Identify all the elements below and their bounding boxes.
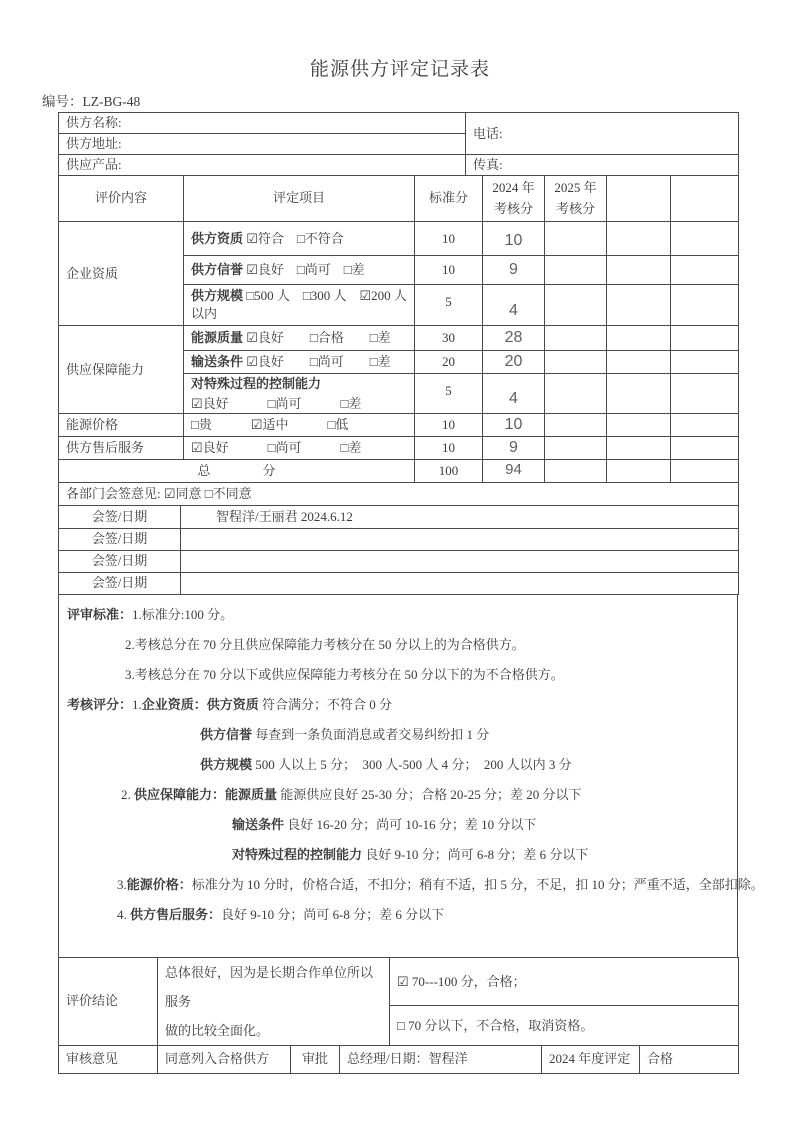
eval-row-energy-price <box>59 414 739 437</box>
empty-cell <box>607 374 671 414</box>
std-score-cell: 5 <box>415 374 483 414</box>
checkbox-group: ☑良好 □尚可 □差 <box>191 395 362 411</box>
sign-date-value: 智程洋/王丽君 2024.6.12 <box>181 505 739 528</box>
total-score-cell: 94 <box>483 459 545 482</box>
empty-cell <box>607 436 671 459</box>
empty-cell <box>607 326 671 351</box>
criteria-line: 对特殊过程的控制能力 良好 9-10 分；尚可 6-8 分；差 6 分以下 <box>232 846 589 862</box>
empty-cell <box>671 459 739 482</box>
criteria-line: 评审标准：1.标准分:100 分。 <box>67 606 234 622</box>
score-2024-cell: 20 <box>483 351 545 374</box>
criteria-line: 4. 供方售后服务：良好 9-10 分；尚可 6-8 分；差 6 分以下 <box>117 906 445 922</box>
sign-row <box>59 572 739 594</box>
criteria-line: 3.考核总分在 70 分以下或供应保障能力考核分在 50 分以下的为不合格供方。 <box>125 666 564 682</box>
empty-cell <box>607 285 671 326</box>
supplier-info-table <box>58 112 739 176</box>
score-2025-cell <box>545 459 607 482</box>
empty-cell <box>671 351 739 374</box>
category-after-sales: 供方售后服务 <box>59 436 184 459</box>
empty-cell <box>607 351 671 374</box>
empty-cell <box>671 436 739 459</box>
criteria-line: 2.考核总分在 70 分且供应保障能力考核分在 50 分以上的为合格供方。 <box>125 636 525 652</box>
criteria-line: 输送条件 良好 16-20 分；尚可 10-16 分；差 10 分以下 <box>232 816 537 832</box>
checkbox-group: ☑符合 □不符合 <box>246 230 344 246</box>
sign-date-value <box>181 550 739 572</box>
criteria-line: 3.能源价格：标准分为 10 分时，价格合适，不扣分；稍有不适，扣 5 分，不足，扣 10 分；严重不适，全部扣除。 <box>117 876 764 892</box>
empty-cell <box>607 256 671 285</box>
category-energy-price: 能源价格 <box>59 414 184 437</box>
sign-date-label: 会签/日期 <box>59 505 181 528</box>
item-cell <box>184 256 415 285</box>
score-2025-cell <box>545 256 607 285</box>
eval-row-after-sales <box>59 436 739 459</box>
review-table <box>58 1045 739 1074</box>
col-header-2024: 2024 年 考核分 <box>483 176 545 222</box>
criteria-line: 供方规模 500 人以上 5 分； 300 人-500 人 4 分； 200 人以内 3 分 <box>200 756 572 772</box>
review-label-cell: 审核意见 <box>59 1045 158 1073</box>
item-cell <box>184 222 415 256</box>
score-2025-cell <box>545 414 607 437</box>
item-cell <box>184 374 415 414</box>
empty-cell <box>607 414 671 437</box>
conclusion-comment-cell: 总体很好，因为是长期合作单位所以服务 做的比较全面化。 <box>158 957 390 1045</box>
col-header-2025: 2025 年 考核分 <box>545 176 607 222</box>
std-score-cell: 10 <box>415 436 483 459</box>
empty-cell <box>607 459 671 482</box>
col-header-std: 标准分 <box>415 176 483 222</box>
sign-date-value <box>181 528 739 550</box>
score-2025-cell <box>545 351 607 374</box>
empty-cell <box>671 374 739 414</box>
page-title: 能源供方评定记录表 <box>309 59 490 80</box>
products-cell: 供应产品: <box>59 155 466 176</box>
total-label-cell: 总 分 <box>59 459 415 482</box>
sign-date-label: 会签/日期 <box>59 572 181 594</box>
sign-date-label: 会签/日期 <box>59 528 181 550</box>
score-2025-cell <box>545 374 607 414</box>
score-2024-cell: 9 <box>483 436 545 459</box>
std-score-cell: 20 <box>415 351 483 374</box>
supplier-address-cell: 供方地址: <box>59 134 466 155</box>
item-label: 能源质量 <box>191 330 244 346</box>
checkbox-group: ☑良好 □尚可 □差 <box>246 354 391 370</box>
criteria-line: 2. 供应保障能力：能源质量 能源供应良好 25-30 分；合格 20-25 分；差 20 分以下 <box>121 786 582 802</box>
category-enterprise-qualification: 企业资质 <box>59 222 184 326</box>
supplier-name-cell: 供方名称: <box>59 113 466 134</box>
conclusion-table <box>58 957 739 1046</box>
std-score-cell: 10 <box>415 256 483 285</box>
form-content <box>58 113 764 1074</box>
item-cell <box>184 326 415 351</box>
sign-row <box>59 505 739 528</box>
total-row <box>59 459 739 482</box>
checkbox-group: □500 人 □300 人 ☑200 人 <box>246 288 407 304</box>
item-label: 供方信誉 <box>191 262 244 278</box>
score-2024-cell: 9 <box>483 256 545 285</box>
score-2024-cell: 4 <box>483 374 545 414</box>
sign-row <box>59 550 739 572</box>
score-2024-cell: 28 <box>483 326 545 351</box>
fail-option-cell: □ 70 分以下，不合格，取消资格。 <box>390 1005 739 1045</box>
phone-cell: 电话: <box>466 113 739 155</box>
review-opinion-cell: 同意列入合格供方 <box>158 1045 291 1073</box>
eval-row-qualification <box>59 222 739 256</box>
checkbox-group: ☑良好 □尚可 □差 <box>246 262 365 278</box>
criteria-line: 考核评分：1.企业资质：供方资质 符合满分；不符合 0 分 <box>67 696 393 712</box>
std-score-cell: 10 <box>415 414 483 437</box>
sign-row <box>59 528 739 550</box>
col-header-empty-2 <box>671 176 739 222</box>
consent-row <box>59 482 739 505</box>
score-2025-cell <box>545 222 607 256</box>
empty-cell <box>607 222 671 256</box>
consent-cell: 各部门会签意见: ☑同意 □不同意 <box>59 482 739 505</box>
rating-result-cell: 合格 <box>640 1045 739 1073</box>
empty-cell <box>671 285 739 326</box>
header-row <box>59 176 739 222</box>
total-std-cell: 100 <box>415 459 483 482</box>
empty-cell <box>671 222 739 256</box>
checkbox-group: □贵 ☑适中 □低 <box>184 414 415 437</box>
score-2024-cell: 10 <box>483 222 545 256</box>
pass-option-cell: ☑ 70---100 分，合格； <box>390 957 739 1005</box>
score-2024-cell: 10 <box>483 414 545 437</box>
score-2025-cell <box>545 285 607 326</box>
std-score-cell: 5 <box>415 285 483 326</box>
item-label: 输送条件 <box>191 354 244 370</box>
item-label: 供方规模 <box>191 288 244 304</box>
std-score-cell: 30 <box>415 326 483 351</box>
std-score-cell: 10 <box>415 222 483 256</box>
doc-number: 编号：LZ-BG-48 <box>42 94 141 109</box>
col-header-empty-1 <box>607 176 671 222</box>
conclusion-label-cell: 评价结论 <box>59 957 158 1045</box>
item-cell <box>184 351 415 374</box>
score-2025-cell <box>545 326 607 351</box>
category-supply-guarantee: 供应保障能力 <box>59 326 184 414</box>
empty-cell <box>671 326 739 351</box>
col-header-content: 评价内容 <box>59 176 184 222</box>
approver-cell: 总经理/日期：智程洋 <box>340 1045 542 1073</box>
approve-label-cell: 审批 <box>291 1045 340 1073</box>
col-header-item: 评定项目 <box>184 176 415 222</box>
checkbox-group: ☑良好 □尚可 □差 <box>184 436 415 459</box>
criteria-line: 供方信誉 每查到一条负面消息或者交易纠纷扣 1 分 <box>200 726 490 742</box>
eval-row-energy-quality <box>59 326 739 351</box>
item-label: 供方资质 <box>191 230 244 246</box>
sign-date-value <box>181 572 739 594</box>
evaluation-table <box>58 175 739 483</box>
year-rating-label-cell: 2024 年度评定 <box>542 1045 640 1073</box>
item-wrap-text: 以内 <box>191 306 218 321</box>
item-label: 对特殊过程的控制能力 <box>191 375 322 391</box>
empty-cell <box>671 256 739 285</box>
score-2025-cell <box>545 436 607 459</box>
item-cell <box>184 285 415 326</box>
sign-date-label: 会签/日期 <box>59 550 181 572</box>
score-2024-cell: 4 <box>483 285 545 326</box>
checkbox-group: ☑良好 □合格 □差 <box>246 330 391 346</box>
fax-cell: 传真: <box>466 155 739 176</box>
countersign-table <box>58 482 739 595</box>
empty-cell <box>671 414 739 437</box>
criteria-box <box>58 594 764 958</box>
